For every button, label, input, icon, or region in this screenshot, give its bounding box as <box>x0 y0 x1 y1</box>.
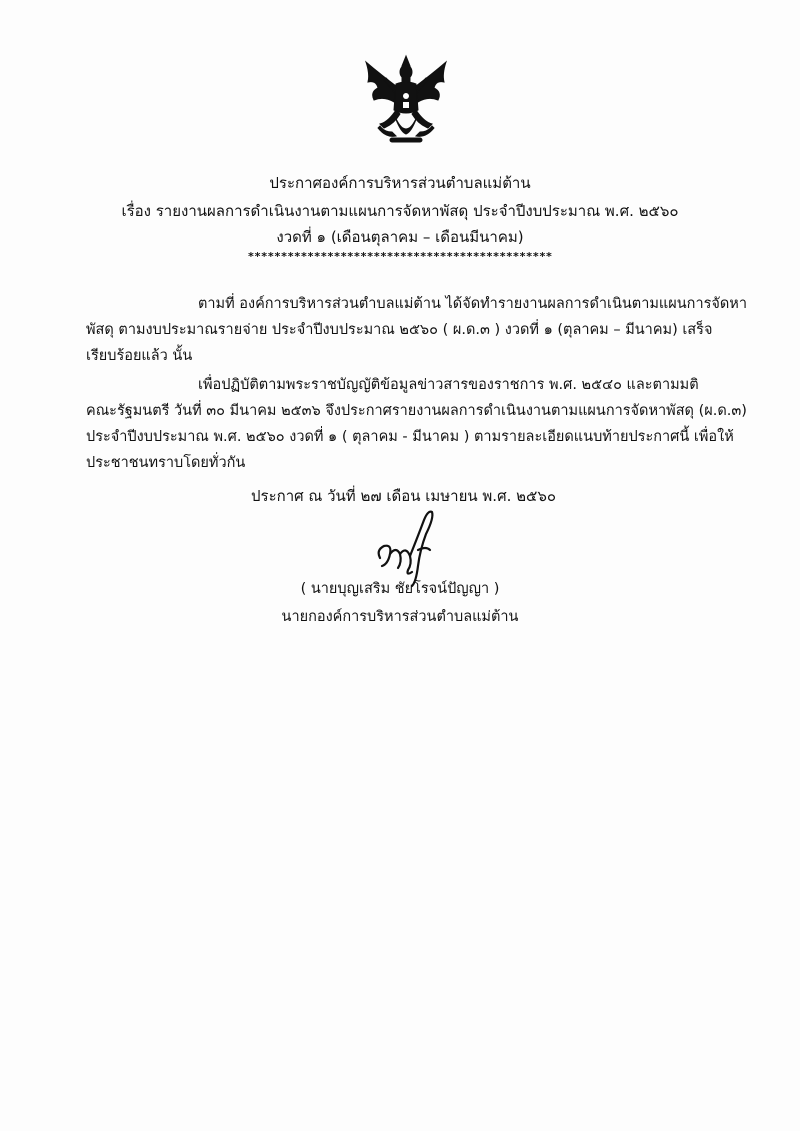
subject-line: เรื่อง รายงานผลการดำเนินงานตามแผนการจัดหาพัสดุ ประจำปีงบประมาณ พ.ศ. ๒๕๖๐ <box>121 202 679 220</box>
garuda-emblem-icon <box>356 52 456 152</box>
separator-line: ********************************************** <box>247 250 553 263</box>
period-line: งวดที่ ๑ (เดือนตุลาคม – เดือนมีนาคม) <box>276 228 524 246</box>
paragraph-2-line-3: ประจำปีงบประมาณ พ.ศ. ๒๕๖๐ งวดที่ ๑ ( ตุลาคม - มีนาคม ) ตามรายละเอียดแนบท้ายประกาศนี้ เพื่อให้ <box>86 429 734 445</box>
paragraph-2-line-2: คณะรัฐมนตรี วันที่ ๓๐ มีนาคม ๒๕๓๖ จึงประกาศรายงานผลการดำเนินงานตามแผนการจัดหาพัสดุ (ผ.ด.๓) <box>86 403 747 419</box>
paragraph-1-line-1: ตามที่ องค์การบริหารส่วนตำบลแม่ต้าน ได้จัดทำรายงานผลการดำเนินตามแผนการจัดหา <box>198 296 748 312</box>
paragraph-2-line-4: ประชาชนทราบโดยทั่วกัน <box>86 455 246 471</box>
handwritten-signature <box>372 506 452 588</box>
paragraph-1-line-2: พัสดุ ตามงบประมาณรายจ่าย ประจำปีงบประมาณ ๒๕๖๐ ( ผ.ด.๓ ) งวดที่ ๑ (ตุลาคม – มีนาคม) เสร็จ <box>86 322 713 338</box>
signer-title: นายกองค์การบริหารส่วนตำบลแม่ต้าน <box>281 609 519 625</box>
paragraph-2-line-1: เพื่อปฏิบัติตามพระราชบัญญัติข้อมูลข่าวสารของราชการ พ.ศ. ๒๕๔๐ และตามมติ <box>198 377 699 393</box>
paragraph-2 <box>86 372 747 476</box>
announced-date: ประกาศ ณ วันที่ ๒๗ เดือน เมษายน พ.ศ. ๒๕๖๐ <box>251 487 557 505</box>
announcement-title: ประกาศองค์การบริหารส่วนตำบลแม่ต้าน <box>269 174 531 192</box>
paragraph-1-line-3: เรียบร้อยแล้ว นั้น <box>86 348 193 364</box>
paragraph-1 <box>86 291 748 369</box>
signer-name: ( นายบุญเสริม ชัยโรจน์ปัญญา ) <box>300 581 500 597</box>
